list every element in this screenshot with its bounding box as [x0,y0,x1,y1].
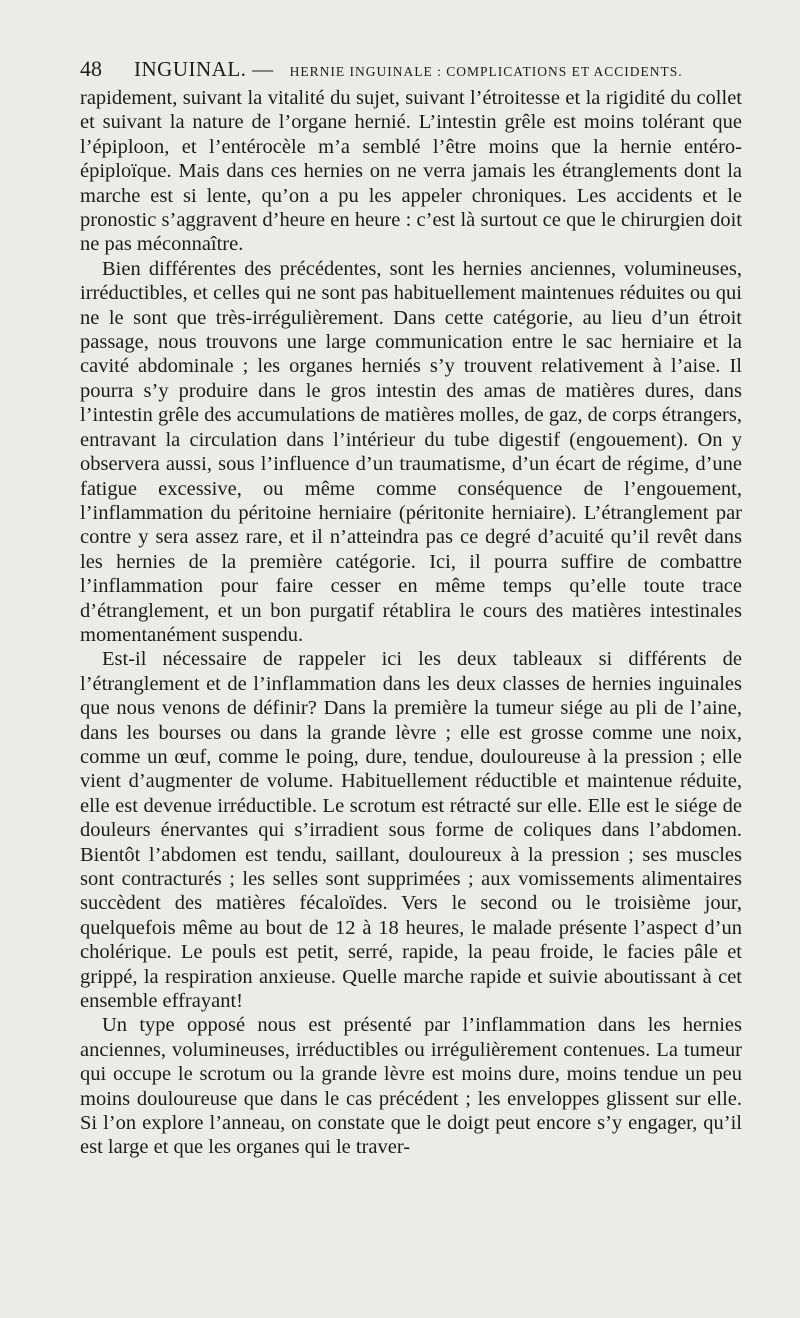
body-text [80,86,742,1160]
paragraph-3: Est-il nécessaire de rappeler ici les deux tableaux si différents de l’étranglement et de l’inflammation dans les deux classes de hernies inguinales que nous venons de définir? Dans la première la tumeur siége au pli de l’aine, dans les bourses ou dans la grande lèvre ; elle est grosse comme une noix, comme un œuf, comme le poing, dure, tendue, douloureuse à la pression ; elle vient d’augmenter de volume. Habituellement réductible et maintenue réduite, elle est devenue irréductible. Le scrotum est rétracté sur elle. Elle est le siége de douleurs énervantes qui s’irradient sous forme de coliques dans l’abdomen. Bientôt l’abdomen est tendu, saillant, douloureux à la pression ; ses muscles sont contracturés ; les selles sont supprimées ; aux vomissements alimentaires succèdent des matières fécaloïdes. Vers le second ou le troisième jour, quelquefois même au bout de 12 à 18 heures, le malade présente l’aspect d’un cholérique. Le pouls est petit, serré, rapide, la peau froide, le facies pâle et grippé, la respiration anxieuse. Quelle marche rapide et suivie aboutissant à cet ensemble effrayant! [80,648,742,1013]
page-number: 48 [80,56,102,81]
running-header [80,56,750,86]
paragraph-4: Un type opposé nous est présenté par l’inflammation dans les hernies anciennes, volumineuses, irréductibles ou irrégulièrement contenues. La tumeur qui occupe le scrotum ou la grande lèvre est moins dure, moins tendue un peu moins douloureuse que dans le cas précédent ; les enveloppes glissent sur elle. Si l’on explore l’anneau, on constate que le doigt peut encore s’y engager, qu’il est large et que les organes qui le traver- [80,1014,742,1159]
running-title: INGUINAL. — [134,57,274,81]
paragraph-2: Bien différentes des précédentes, sont les hernies anciennes, volumineuses, irréductibles, et celles qui ne sont pas habituellement maintenues réduites ou qui ne le sont que très-irrégulièrement. Dans cette catégorie, au lieu d’un étroit passage, nous trouvons une large communication entre le sac herniaire et la cavité abdominale ; les organes herniés s’y trouvent relativement à l’aise. Il pourra s’y produire dans le gros intestin des amas de matières dures, dans l’intestin grêle des accumulations de matières molles, de gaz, de corps étrangers, entravant la circulation dans l’intérieur du tube digestif (engouement). On y observera aussi, sous l’influence d’un traumatisme, d’un écart de régime, d’une fatigue excessive, ou même comme conséquence de l’engouement, l’inflammation du péritoine herniaire (péritonite herniaire). L’étranglement par contre y sera assez rare, et il n’atteindra pas ce degré d’acuité qu’il revêt dans les hernies de la première catégorie. Ici, il pourra suffire de combattre l’inflammation pour faire cesser en même temps qu’elle toute trace d’étranglement, et un bon purgatif rétablira le cours des matières intestinales momentanément suspendu. [80,257,742,646]
paragraph-1: rapidement, suivant la vitalité du sujet, suivant l’étroitesse et la rigidité du collet et suivant la nature de l’organe hernié. L’intestin grêle est moins tolérant que l’épiploon, et l’entérocèle m’a semblé l’être moins que la hernie entéro-épiploïque. Mais dans ces hernies on ne verra jamais les étranglements dont la marche est si lente, qu’on a pu les appeler chroniques. Les accidents et le pronostic s’aggravent d’heure en heure : c’est là surtout ce que le chirurgien doit ne pas méconnaître. [80,87,742,256]
running-subtitle: HERNIE INGUINALE : COMPLICATIONS ET ACCIDENTS. [289,64,683,79]
